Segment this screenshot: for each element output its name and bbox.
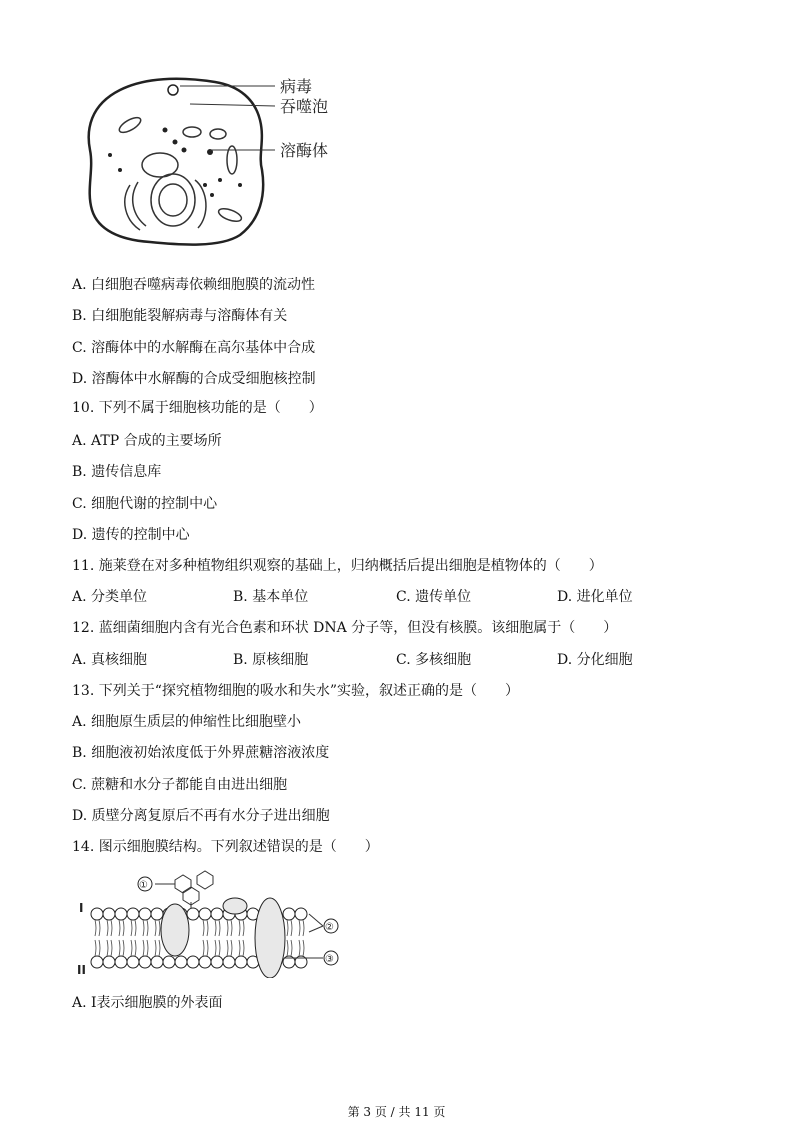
q11-stem: 11. 施莱登在对多种植物组织观察的基础上，归纳概括后提出细胞是植物体的（ ） — [72, 558, 603, 574]
q9-option-a: A. 白细胞吞噬病毒依赖细胞膜的流动性 — [72, 277, 316, 293]
fig-label-II: II — [77, 963, 86, 977]
q14-stem: 14. 图示细胞膜结构。下列叙述错误的是（ ） — [72, 839, 379, 855]
q13-option-d: D. 质壁分离复原后不再有水分子进出细胞 — [72, 808, 330, 824]
organelles — [117, 115, 243, 230]
q11-option-b: B. 基本单位 — [233, 589, 309, 605]
label-lysosome: 溶酶体 — [280, 141, 329, 160]
q13-option-b: B. 细胞液初始浓度低于外界蔗糖溶液浓度 — [72, 745, 330, 761]
svg-text:③: ③ — [325, 954, 334, 965]
q9-option-c: C. 溶酶体中的水解酶在高尔基体中合成 — [72, 340, 316, 356]
q9-option-b: B. 白细胞能裂解病毒与溶酶体有关 — [72, 308, 288, 324]
svg-text:②: ② — [325, 922, 334, 933]
q12-option-c: C. 多核细胞 — [396, 652, 472, 668]
label-3 — [324, 951, 338, 965]
svg-text:①: ① — [139, 880, 148, 891]
q12-stem: 12. 蓝细菌细胞内含有光合色素和环状 DNA 分子等，但没有核膜。该细胞属于（ ） — [72, 620, 618, 636]
label-2 — [324, 919, 338, 933]
q10-option-a: A. ATP 合成的主要场所 — [72, 433, 222, 449]
q12-option-a: A. 真核细胞 — [72, 652, 148, 668]
q11-option-d: D. 进化单位 — [557, 589, 633, 605]
label-1 — [138, 877, 152, 891]
label-line-phagosome — [190, 104, 275, 106]
q12-option-b: B. 原核细胞 — [233, 652, 309, 668]
q9-option-d: D. 溶酶体中水解酶的合成受细胞核控制 — [72, 371, 316, 387]
q12-option-d: D. 分化细胞 — [557, 652, 633, 668]
q10-option-c: C. 细胞代谢的控制中心 — [72, 496, 218, 512]
q13-option-c: C. 蔗糖和水分子都能自由进出细胞 — [72, 777, 288, 793]
q10-stem: 10. 下列不属于细胞核功能的是（ ） — [72, 400, 323, 416]
virus-particle — [168, 85, 178, 95]
q10-option-b: B. 遗传信息库 — [72, 464, 162, 480]
q11-option-c: C. 遗传单位 — [396, 589, 472, 605]
fig-label-I: I — [79, 901, 84, 915]
q13-stem: 13. 下列关于“探究植物细胞的吸水和失水”实验，叙述正确的是（ ） — [72, 683, 520, 699]
q14-option-a: A. I表示细胞膜的外表面 — [72, 995, 223, 1011]
label-phagosome: 吞噬泡 — [280, 97, 329, 116]
page-footer: 第 3 页 / 共 11 页 — [347, 1105, 446, 1119]
q10-option-d: D. 遗传的控制中心 — [72, 527, 190, 543]
label-virus: 病毒 — [280, 77, 313, 96]
cell-phagocytosis-figure — [80, 70, 350, 250]
cell-membrane-figure — [75, 866, 345, 978]
q13-option-a: A. 细胞原生质层的伸缩性比细胞壁小 — [72, 714, 302, 730]
glycocalyx — [155, 871, 213, 910]
q11-option-a: A. 分类单位 — [72, 589, 148, 605]
